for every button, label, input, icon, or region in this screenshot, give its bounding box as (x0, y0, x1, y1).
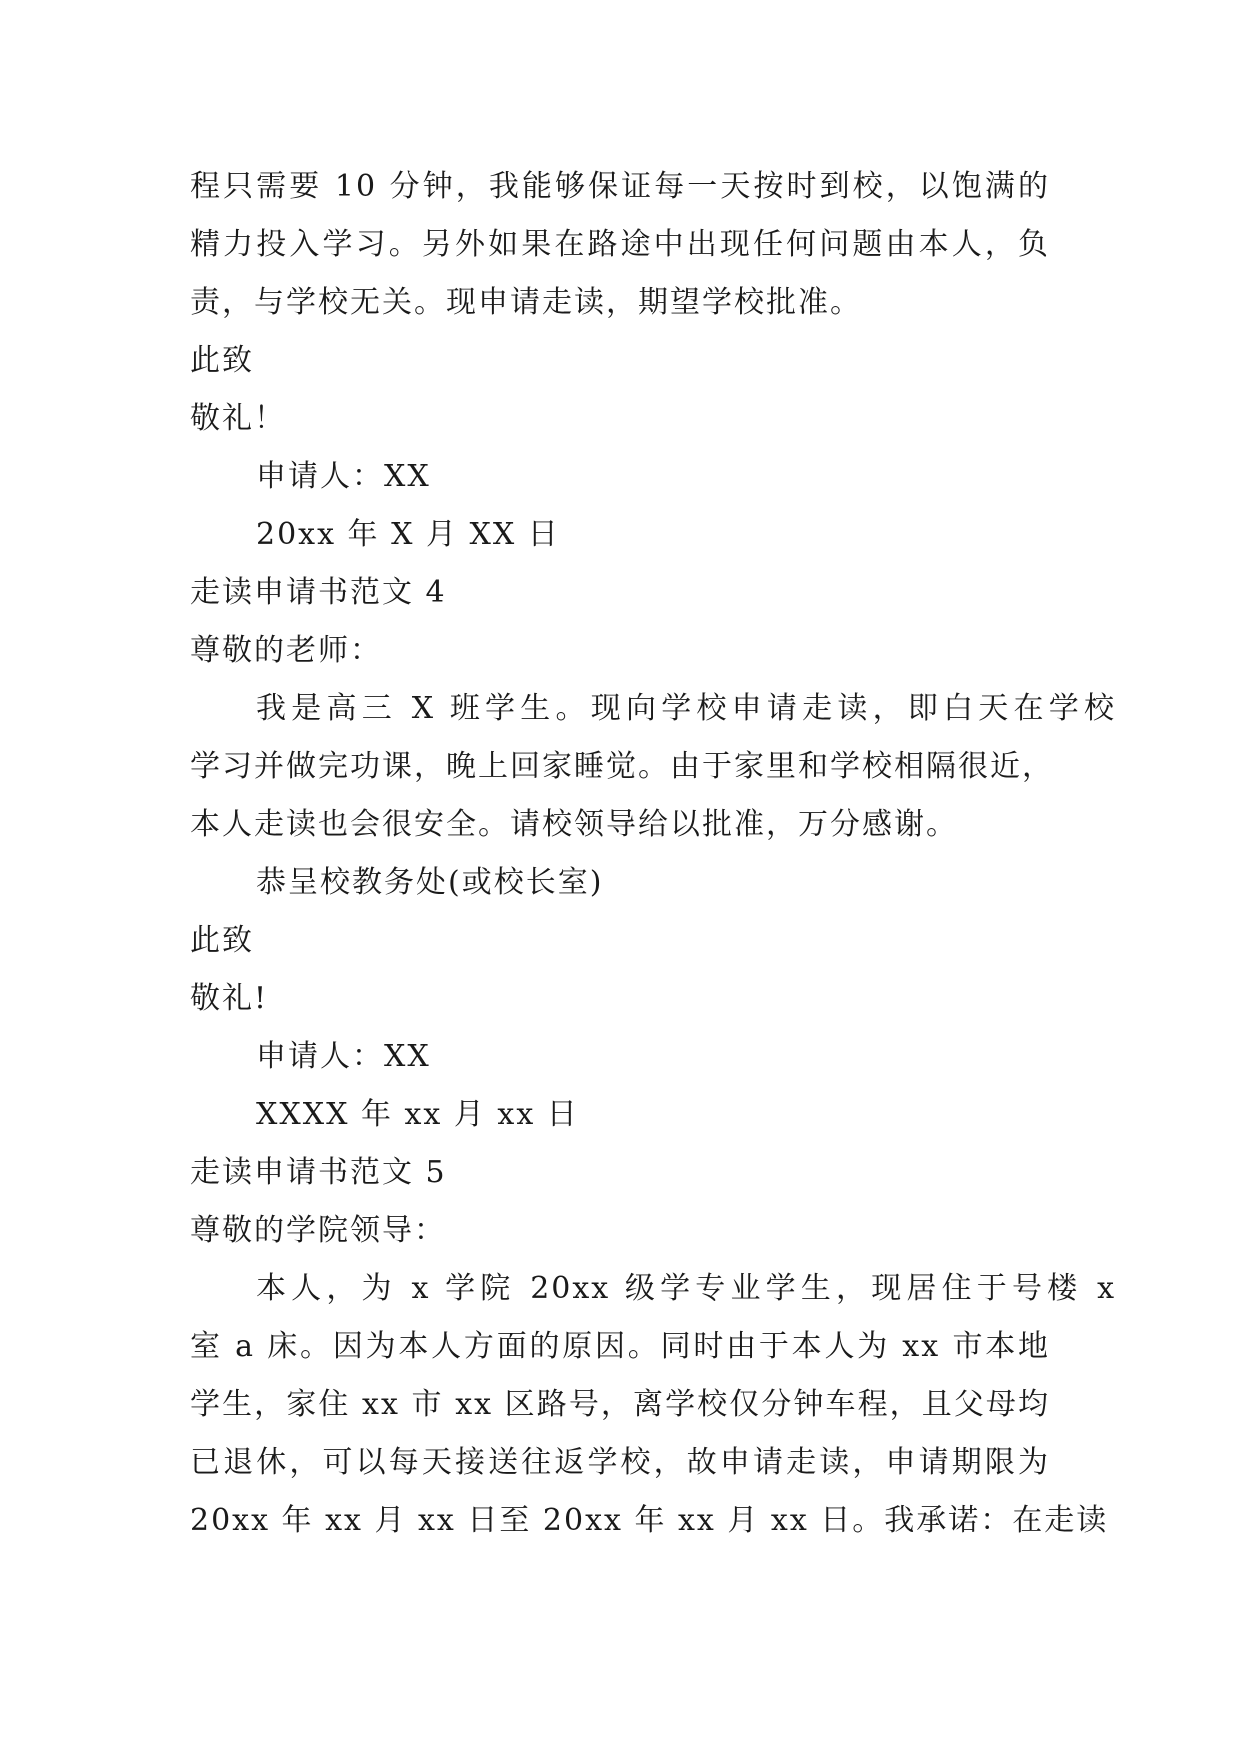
applicant-signature: 申请人：XX (256, 459, 431, 494)
paragraph-line: 学生，家住 xx 市 xx 区路号，离学校仅分钟车程，且父母均 (190, 1387, 1050, 1422)
paragraph-line: 已退休，可以每天接送往返学校，故申请走读，申请期限为 (190, 1445, 1050, 1480)
section-heading: 走读申请书范文 4 (190, 575, 447, 610)
paragraph-line: 学习并做完功课，晚上回家睡觉。由于家里和学校相隔很近， (190, 749, 1054, 784)
paragraph-line: 程只需要 10 分钟，我能够保证每一天按时到校，以饱满的 (190, 169, 1050, 204)
closing-salutation: 此致 (190, 343, 254, 378)
paragraph-line: 20xx 年 xx 月 xx 日至 20xx 年 xx 月 xx 日。我承诺：在走读 (190, 1503, 1109, 1538)
paragraph-line: 我是高三 X 班学生。现向学校申请走读，即白天在学校 (256, 691, 1116, 726)
closing-salutation: 此致 (190, 923, 254, 958)
letter-greeting: 尊敬的老师： (190, 633, 382, 668)
signature-date: XXXX 年 xx 月 xx 日 (256, 1097, 579, 1132)
applicant-signature: 申请人：XX (256, 1039, 431, 1074)
paragraph-line: 本人，为 x 学院 20xx 级学专业学生，现居住于号楼 x (256, 1271, 1116, 1306)
signature-date: 20xx 年 X 月 XX 日 (256, 517, 560, 552)
document-body (190, 158, 1116, 1550)
paragraph-line: 责，与学校无关。现申请走读，期望学校批准。 (190, 285, 862, 320)
paragraph-line: 本人走读也会很安全。请校领导给以批准，万分感谢。 (190, 807, 958, 842)
closing-regards: 敬礼! (190, 981, 269, 1016)
recipient-line: 恭呈校教务处(或校长室) (256, 865, 604, 900)
section-heading: 走读申请书范文 5 (190, 1155, 447, 1190)
closing-regards: 敬礼！ (190, 401, 286, 436)
paragraph-line: 室 a 床。因为本人方面的原因。同时由于本人为 xx 市本地 (190, 1329, 1050, 1364)
letter-greeting: 尊敬的学院领导： (190, 1213, 446, 1248)
paragraph-line: 精力投入学习。另外如果在路途中出现任何问题由本人，负 (190, 227, 1050, 262)
